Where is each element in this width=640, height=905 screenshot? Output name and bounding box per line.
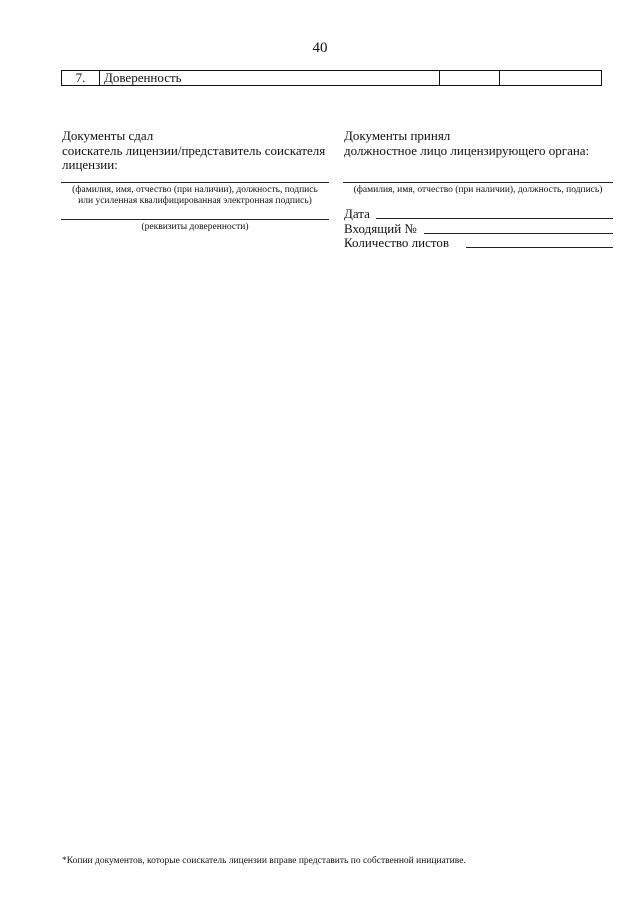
incoming-number-line (424, 233, 613, 234)
left-applicant-line-2: лицензии: (62, 157, 118, 172)
footnote: *Копии документов, которые соискатель лицензии вправе представить по собственной инициативе. (62, 856, 466, 866)
documents-table (61, 70, 602, 86)
left-signature-line (61, 182, 329, 183)
left-power-of-attorney-caption: (реквизиты доверенности) (141, 222, 249, 232)
left-signature-caption-2: или усиленная квалифицированная электронная подпись) (78, 196, 312, 206)
right-accepted-title: Документы принял (344, 128, 451, 143)
row-cell-3 (440, 71, 500, 86)
row-number: 7. (62, 71, 100, 86)
left-power-of-attorney-line (61, 219, 329, 220)
date-line (376, 218, 613, 219)
row-document-name: Доверенность (100, 71, 440, 86)
right-signature-caption: (фамилия, имя, отчество (при наличии), должность, подпись) (353, 185, 603, 195)
sheets-count-line (466, 247, 613, 248)
table-row (62, 71, 602, 86)
left-applicant-line: соискатель лицензии/представитель соискателя (62, 143, 326, 158)
right-signature-line (343, 182, 613, 183)
right-official-line: должностное лицо лицензирующего органа: (344, 143, 590, 158)
left-signature-caption-1: (фамилия, имя, отчество (при наличии), должность, подпись (72, 185, 318, 195)
incoming-number-label: Входящий № (344, 221, 417, 236)
left-submitted-title: Документы сдал (62, 128, 154, 143)
date-label: Дата (344, 206, 370, 221)
row-cell-4 (500, 71, 602, 86)
page-number: 40 (312, 40, 328, 56)
sheets-count-label: Количество листов (344, 235, 450, 250)
